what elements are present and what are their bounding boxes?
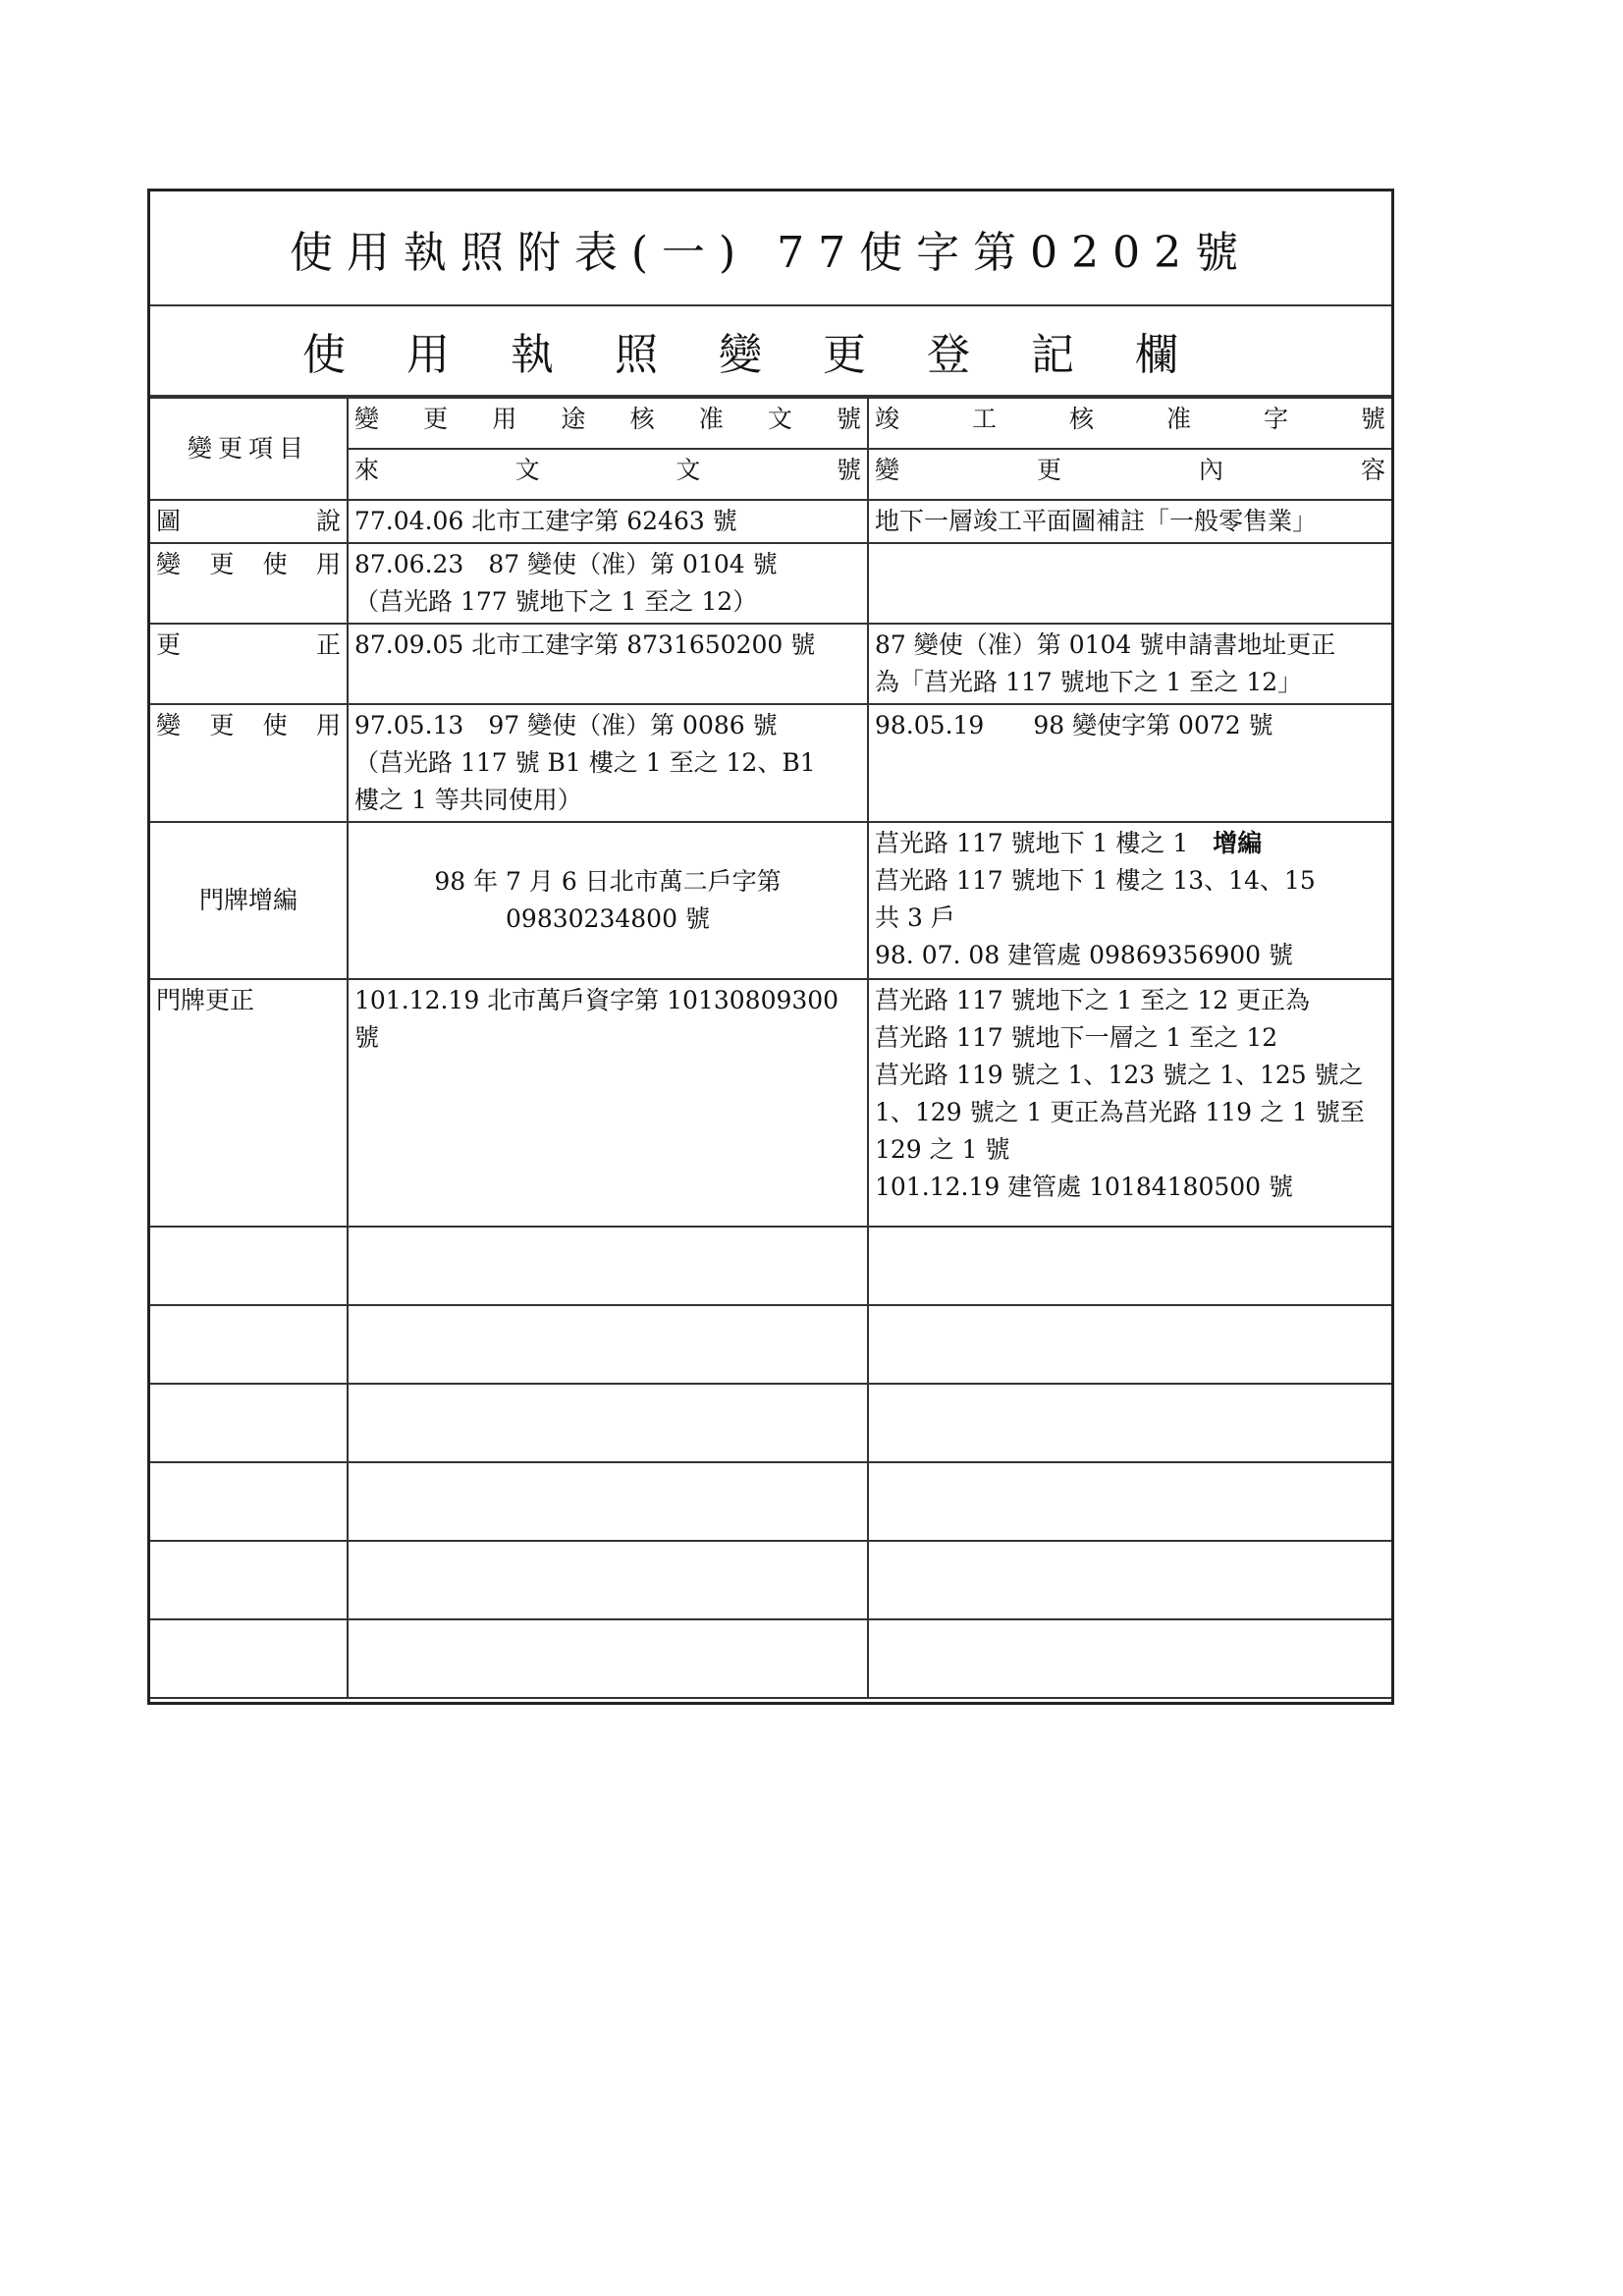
text-line: 共 3 戶 [875, 903, 955, 932]
text-line: 87.06.23 87 變使（准）第 0104 號 [354, 550, 778, 578]
table-row [150, 624, 1391, 704]
row-content: 莒光路 117 號地下 1 樓之 1 增編 莒光路 117 號地下 1 樓之 13、14、15 共 3 戶 98. 07. 08 建管處 09869356900 號 [868, 822, 1391, 979]
distributed-char: 正 [315, 630, 341, 659]
distributed-char: 號 [836, 456, 861, 484]
header-incoming-number [348, 449, 868, 500]
distributed-char: 字 [1263, 405, 1288, 433]
row-document [348, 624, 868, 704]
row-document [348, 704, 868, 822]
header-completion-number-chars [875, 401, 1385, 438]
header-incoming-number-chars [354, 452, 861, 489]
distributed-char: 使 [262, 550, 288, 578]
header-change-content [868, 449, 1391, 500]
distributed-char: 准 [698, 405, 724, 433]
text-line: 97.05.13 97 變使（准）第 0086 號 [354, 711, 778, 739]
distributed-char: 更 [156, 630, 182, 659]
row-content [868, 704, 1391, 822]
text-line: 101.12.19 北市萬戶資字第 10130809300 [354, 986, 839, 1014]
text-line: 101.12.19 建管處 10184180500 號 [875, 1173, 1294, 1201]
row-item [150, 500, 348, 543]
distributed-char: 號 [1360, 405, 1385, 433]
table-row [150, 822, 1391, 979]
distributed-char: 核 [629, 405, 655, 433]
text-line: 1、129 號之 1 更正為莒光路 119 之 1 號至 [875, 1098, 1365, 1126]
table-row [150, 500, 1391, 543]
distributed-char: 文 [767, 405, 792, 433]
row-item: 門牌增編 [150, 822, 348, 979]
bold-note: 增編 [1213, 829, 1263, 857]
distributed-char: 變 [354, 405, 380, 433]
row-document [348, 543, 868, 624]
empty-row [150, 1305, 1391, 1384]
distributed-char: 圖 [156, 507, 182, 535]
text-line: 號 [354, 1023, 380, 1052]
text-line: （莒光路 117 號 B1 樓之 1 至之 12、B1 [354, 748, 816, 777]
header-approval-number-chars [354, 401, 861, 438]
text-line: 87 變使（准）第 0104 號申請書地址更正 [875, 630, 1336, 659]
header-change-content-chars [875, 452, 1385, 489]
text-line: 98.05.19 98 變使字第 0072 號 [875, 711, 1273, 739]
distributed-char: 准 [1165, 405, 1191, 433]
row-document [348, 822, 868, 979]
header-change-item: 變更項目 [150, 398, 348, 500]
distributed-char: 更 [423, 405, 449, 433]
distributed-char: 內 [1198, 456, 1223, 484]
row-item [150, 704, 348, 822]
change-register-table [150, 397, 1391, 1699]
license-appendix-sheet [147, 189, 1394, 1705]
row-content [868, 500, 1391, 543]
text-line: （莒光路 177 號地下之 1 至之 12） [354, 587, 758, 616]
row-item: 門牌更正 [150, 979, 348, 1227]
row-content [868, 624, 1391, 704]
text-line: 莒光路 117 號地下之 1 至之 12 更正為 [875, 986, 1311, 1014]
text-line: 87.09.05 北市工建字第 8731650200 號 [354, 630, 816, 659]
distributed-char: 變 [156, 711, 182, 739]
distributed-char: 核 [1068, 405, 1094, 433]
empty-row [150, 1541, 1391, 1619]
distributed-char: 竣 [875, 405, 900, 433]
section-title: 使用執照變更登記欄 [150, 306, 1391, 397]
distributed-char: 文 [676, 456, 701, 484]
text-line: 98 年 7 月 6 日北市萬二戶字第 [434, 867, 782, 896]
distributed-char: 說 [315, 507, 341, 535]
document-title: 使用執照附表(一) 77使字第0202號 [150, 191, 1391, 306]
distributed-char: 更 [209, 711, 235, 739]
empty-row [150, 1384, 1391, 1462]
distributed-char: 更 [209, 550, 235, 578]
distributed-char: 變 [875, 456, 900, 484]
empty-row [150, 1227, 1391, 1305]
row-item [150, 543, 348, 624]
distributed-char: 來 [354, 456, 380, 484]
row-document [348, 979, 868, 1227]
distributed-char: 用 [492, 405, 517, 433]
text-line: 地下一層竣工平面圖補註「一般零售業」 [875, 507, 1318, 535]
distributed-char: 工 [971, 405, 997, 433]
text-line: 樓之 1 等共同使用） [354, 786, 582, 814]
table-row [150, 979, 1391, 1227]
text-line: 09830234800 號 [506, 904, 710, 933]
distributed-char: 途 [561, 405, 586, 433]
table-row [150, 704, 1391, 822]
row-content [868, 543, 1391, 624]
empty-row [150, 1619, 1391, 1698]
distributed-char: 用 [315, 550, 341, 578]
row-document [348, 500, 868, 543]
distributed-char: 更 [1036, 456, 1061, 484]
distributed-char: 變 [156, 550, 182, 578]
text-line: 莒光路 117 號地下一層之 1 至之 12 [875, 1023, 1278, 1052]
empty-row [150, 1462, 1391, 1541]
row-item [150, 624, 348, 704]
text-line: 莒光路 119 號之 1、123 號之 1、125 號之 [875, 1061, 1364, 1089]
distributed-char: 文 [514, 456, 540, 484]
text-line: 77.04.06 北市工建字第 62463 號 [354, 507, 737, 535]
row-content [868, 979, 1391, 1227]
distributed-char: 容 [1360, 456, 1385, 484]
text-line: 129 之 1 號 [875, 1135, 1010, 1164]
distributed-char: 用 [315, 711, 341, 739]
text-line: 莒光路 117 號地下 1 樓之 13、14、15 [875, 866, 1316, 895]
text-line: 98. 07. 08 建管處 09869356900 號 [875, 941, 1294, 969]
table-row [150, 543, 1391, 624]
header-completion-number [868, 398, 1391, 449]
header-approval-number [348, 398, 868, 449]
distributed-char: 號 [836, 405, 861, 433]
text-line: 為「莒光路 117 號地下之 1 至之 12」 [875, 668, 1303, 696]
distributed-char: 使 [262, 711, 288, 739]
